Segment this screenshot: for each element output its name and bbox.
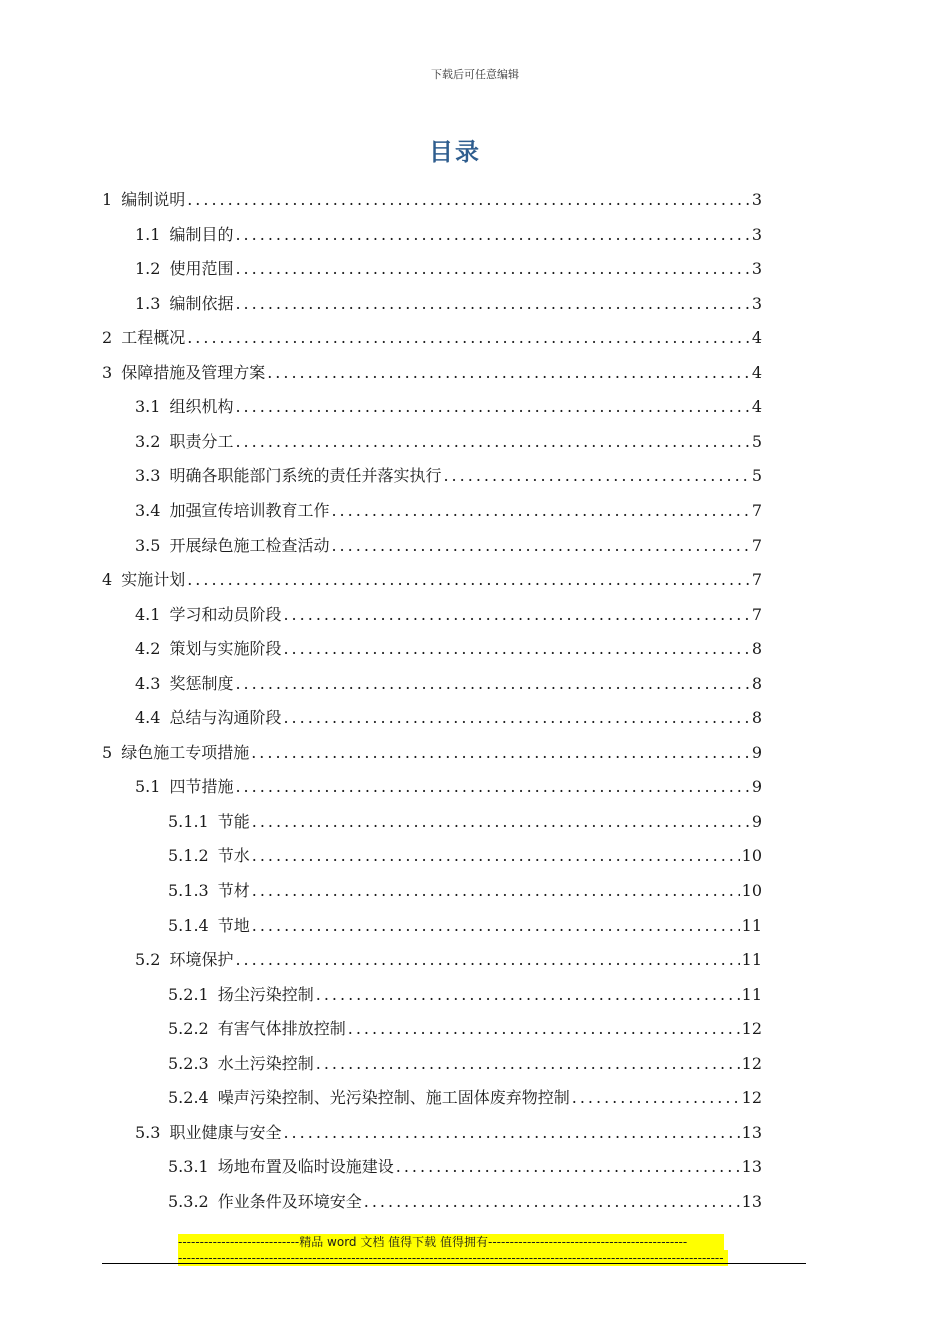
toc-entry-label: [135, 287, 233, 321]
toc-entry-text: 编制说明: [121, 190, 186, 209]
toc-entry-text: 使用范围: [169, 259, 234, 279]
toc-page-number: 10: [741, 881, 762, 900]
toc-entry[interactable]: [168, 805, 762, 839]
toc-page-number: 7: [751, 604, 762, 624]
toc-entry[interactable]: [135, 1116, 762, 1150]
toc-entry[interactable]: [168, 1047, 762, 1081]
toc-entry-text: 开展绿色施工检查活动: [169, 535, 330, 555]
toc-entry-number: 1: [102, 190, 113, 209]
toc-page-number: 8: [751, 673, 762, 693]
toc-leader-dots: [235, 667, 749, 701]
toc-entry[interactable]: [135, 390, 762, 424]
toc-entry-text: 有害气体排放控制: [217, 1019, 346, 1039]
toc-entry-number: 5.2.2: [168, 1019, 209, 1039]
toc-entry-text: 编制依据: [169, 293, 234, 313]
toc-page-number: 3: [751, 224, 762, 244]
toc-entry-text: 节地: [217, 915, 250, 935]
toc-entry[interactable]: [168, 909, 762, 943]
toc-entry-label: [168, 1081, 570, 1115]
toc-entry-text: 节材: [217, 881, 250, 900]
toc-entry-number: 3.3: [135, 466, 161, 486]
toc-entry-label: [135, 943, 233, 977]
toc-entry-number: 5.2.3: [168, 1053, 209, 1073]
toc-page-number: 12: [741, 1088, 762, 1108]
toc-page-number: 10: [741, 846, 762, 866]
toc-entry-number: 5.2: [135, 950, 161, 970]
toc-page-number: 13: [741, 1122, 762, 1142]
toc-leader-dots: [396, 1150, 740, 1184]
toc-entry-number: 2: [102, 328, 113, 348]
toc-entry-number: 4.2: [135, 639, 161, 659]
toc-entry-number: 5: [102, 742, 113, 762]
toc-entry[interactable]: [135, 425, 762, 459]
toc-entry-text: 节水: [217, 846, 250, 866]
toc-entry-label: [135, 667, 233, 701]
toc-entry-number: 3: [102, 362, 113, 382]
toc-leader-dots: [316, 978, 740, 1012]
toc-entry[interactable]: [168, 874, 762, 908]
toc-entry-number: 3.1: [135, 397, 161, 417]
toc-entry-text: 水土污染控制: [217, 1053, 314, 1073]
toc-leader-dots: [235, 287, 749, 321]
toc-page-number: 12: [741, 1019, 762, 1039]
toc-entry-label: [135, 390, 233, 424]
toc-entry-text: 奖惩制度: [169, 673, 234, 693]
toc-leader-dots: [252, 839, 740, 873]
toc-entry-label: [168, 874, 250, 908]
footer-divider: [102, 1263, 806, 1264]
toc-page-number: 7: [751, 570, 762, 590]
toc-entry-label: [168, 839, 250, 873]
toc-entry-label: [135, 701, 281, 735]
toc-entry-number: 5.1.1: [168, 811, 209, 831]
toc-leader-dots: [187, 321, 750, 355]
toc-entry-label: [168, 978, 314, 1012]
toc-entry-label: [102, 356, 265, 390]
toc-page-number: 3: [751, 293, 762, 313]
toc-leader-dots: [331, 529, 749, 563]
toc-entry-label: [168, 805, 250, 839]
toc-page-number: 11: [741, 950, 762, 970]
toc-entry[interactable]: [135, 667, 762, 701]
toc-entry-label: [135, 218, 233, 252]
toc-leader-dots: [252, 874, 740, 908]
toc-leader-dots: [187, 183, 750, 217]
toc-entry-text: 总结与沟通阶段: [169, 708, 282, 728]
toc-entry[interactable]: [135, 529, 762, 563]
toc-entry-label: [168, 1150, 394, 1184]
toc-entry-text: 四节措施: [169, 777, 234, 797]
toc-entry[interactable]: [135, 943, 762, 977]
toc-entry-number: 5.2.4: [168, 1088, 209, 1108]
toc-leader-dots: [364, 1185, 740, 1219]
toc-entry-number: 5.3.1: [168, 1157, 209, 1177]
toc-leader-dots: [267, 356, 750, 390]
toc-entry-number: 3.4: [135, 500, 161, 520]
toc-entry-number: 5.1.2: [168, 846, 209, 866]
toc-page-number: 8: [751, 639, 762, 659]
toc-page-number: 13: [741, 1191, 762, 1211]
toc-page-number: 5: [751, 466, 762, 486]
toc-entry[interactable]: [135, 701, 762, 735]
toc-entry-number: 4: [102, 570, 113, 590]
toc-entry-text: 职业健康与安全: [169, 1122, 282, 1142]
toc-entry-number: 5.1: [135, 777, 161, 797]
toc-entry[interactable]: [168, 978, 762, 1012]
toc-entry-number: 3.5: [135, 535, 161, 555]
toc-entry-number: 1.2: [135, 259, 161, 279]
toc-entry-text: 工程概况: [121, 328, 186, 348]
footer-banner-line: ----------------------------精品 word 文档 值得下载 值得拥有----------------------------------------------: [178, 1234, 724, 1250]
toc-entry[interactable]: [135, 598, 762, 632]
toc-entry[interactable]: [102, 321, 762, 355]
toc-entry[interactable]: [168, 1012, 762, 1046]
toc-entry-number: 5.3.2: [168, 1191, 209, 1211]
toc-entry-label: [135, 632, 281, 666]
footer-banner-line: ------------------------------------------------------------------------------------------------------------------------------: [178, 1250, 728, 1266]
toc-entry-text: 绿色施工专项措施: [121, 742, 250, 762]
toc-entry-label: [135, 494, 329, 528]
toc-entry-label: [135, 770, 233, 804]
toc-entry-text: 实施计划: [121, 570, 186, 590]
toc-leader-dots: [187, 563, 750, 597]
toc-entry-number: 1.1: [135, 224, 161, 244]
toc-entry[interactable]: [102, 736, 762, 770]
toc-entry[interactable]: [168, 839, 762, 873]
toc-page-number: 11: [741, 984, 762, 1004]
toc-page-number: 5: [751, 431, 762, 451]
toc-leader-dots: [235, 943, 739, 977]
toc-leader-dots: [283, 598, 749, 632]
toc-page-number: 11: [741, 915, 762, 935]
header-note: 下载后可任意编辑: [431, 68, 519, 81]
toc-page-number: 4: [751, 362, 762, 382]
toc-leader-dots: [235, 252, 749, 286]
toc-entry-label: [168, 1185, 362, 1219]
toc-page-number: 4: [751, 328, 762, 348]
toc-entry-text: 噪声污染控制、光污染控制、施工固体废弃物控制: [217, 1088, 570, 1108]
toc-entry-text: 节能: [217, 811, 250, 831]
toc-leader-dots: [348, 1012, 740, 1046]
toc-page-number: 9: [751, 742, 762, 762]
toc-entry-text: 场地布置及临时设施建设: [217, 1157, 394, 1177]
toc-entry[interactable]: [168, 1185, 762, 1219]
toc-entry[interactable]: [135, 494, 762, 528]
toc-entry-number: 4.3: [135, 673, 161, 693]
toc-page-number: 8: [751, 708, 762, 728]
toc-entry[interactable]: [135, 770, 762, 804]
toc-entry-number: 5.2.1: [168, 984, 209, 1004]
toc-entry-label: [135, 529, 329, 563]
toc-page-number: 7: [751, 500, 762, 520]
toc-entry-number: 5.3: [135, 1122, 161, 1142]
toc-entry-label: [102, 736, 249, 770]
toc-entry-text: 编制目的: [169, 224, 234, 244]
toc-entry-label: [168, 1047, 314, 1081]
toc-entry-text: 策划与实施阶段: [169, 639, 282, 659]
toc-entry-text: 加强宣传培训教育工作: [169, 500, 330, 520]
toc-page-number: 9: [751, 811, 762, 831]
toc-entry-number: 1.3: [135, 293, 161, 313]
toc-entry[interactable]: [135, 252, 762, 286]
toc-page-number: 7: [751, 535, 762, 555]
toc-entry-label: [102, 183, 185, 217]
toc-leader-dots: [331, 494, 749, 528]
toc-leader-dots: [252, 805, 750, 839]
toc-entry-number: 4.4: [135, 708, 161, 728]
toc-entry-label: [135, 1116, 281, 1150]
toc-entry-text: 扬尘污染控制: [217, 984, 314, 1004]
toc-entry-text: 环境保护: [169, 950, 234, 970]
toc-entry[interactable]: [135, 459, 762, 493]
toc-entry-text: 保障措施及管理方案: [121, 362, 266, 382]
toc-entry[interactable]: [168, 1150, 762, 1184]
toc-entry-number: 4.1: [135, 604, 161, 624]
toc-leader-dots: [283, 632, 749, 666]
toc-entry[interactable]: [168, 1081, 762, 1115]
footer-banner: [178, 1234, 728, 1266]
toc-page-number: 12: [741, 1053, 762, 1073]
toc-leader-dots: [316, 1047, 740, 1081]
toc-entry-label: [135, 598, 281, 632]
toc-entry-number: 5.1.4: [168, 915, 209, 935]
toc-leader-dots: [443, 459, 749, 493]
toc-entry-label: [102, 321, 185, 355]
toc-entry-label: [135, 252, 233, 286]
toc-entry-label: [102, 563, 185, 597]
toc-leader-dots: [251, 736, 750, 770]
toc-leader-dots: [572, 1081, 740, 1115]
toc-entry-number: 5.1.3: [168, 881, 209, 900]
toc-entry-number: 3.2: [135, 431, 161, 451]
toc-entry[interactable]: [102, 563, 762, 597]
toc-entry[interactable]: [135, 218, 762, 252]
toc-page-number: 3: [751, 190, 762, 209]
toc-page-number: 4: [751, 397, 762, 417]
toc-leader-dots: [235, 390, 749, 424]
toc-leader-dots: [235, 770, 749, 804]
toc-entry-text: 职责分工: [169, 431, 234, 451]
toc-entry-text: 作业条件及环境安全: [217, 1191, 362, 1211]
toc-entry[interactable]: [102, 183, 762, 217]
toc-entry-text: 明确各职能部门系统的责任并落实执行: [169, 466, 442, 486]
toc-leader-dots: [235, 425, 749, 459]
toc-entry-label: [135, 459, 441, 493]
toc-leader-dots: [252, 909, 740, 943]
toc-entry-label: [168, 909, 250, 943]
page-title: 目录: [429, 138, 481, 166]
toc-entry[interactable]: [135, 287, 762, 321]
toc-entry-label: [135, 425, 233, 459]
toc-entry[interactable]: [135, 632, 762, 666]
toc-leader-dots: [283, 701, 749, 735]
toc-leader-dots: [283, 1116, 739, 1150]
toc-page-number: 3: [751, 259, 762, 279]
toc-entry-label: [168, 1012, 346, 1046]
toc-entry-text: 组织机构: [169, 397, 234, 417]
toc-leader-dots: [235, 218, 749, 252]
toc-entry[interactable]: [102, 356, 762, 390]
toc-entry-text: 学习和动员阶段: [169, 604, 282, 624]
toc-page-number: 13: [741, 1157, 762, 1177]
toc-page-number: 9: [751, 777, 762, 797]
